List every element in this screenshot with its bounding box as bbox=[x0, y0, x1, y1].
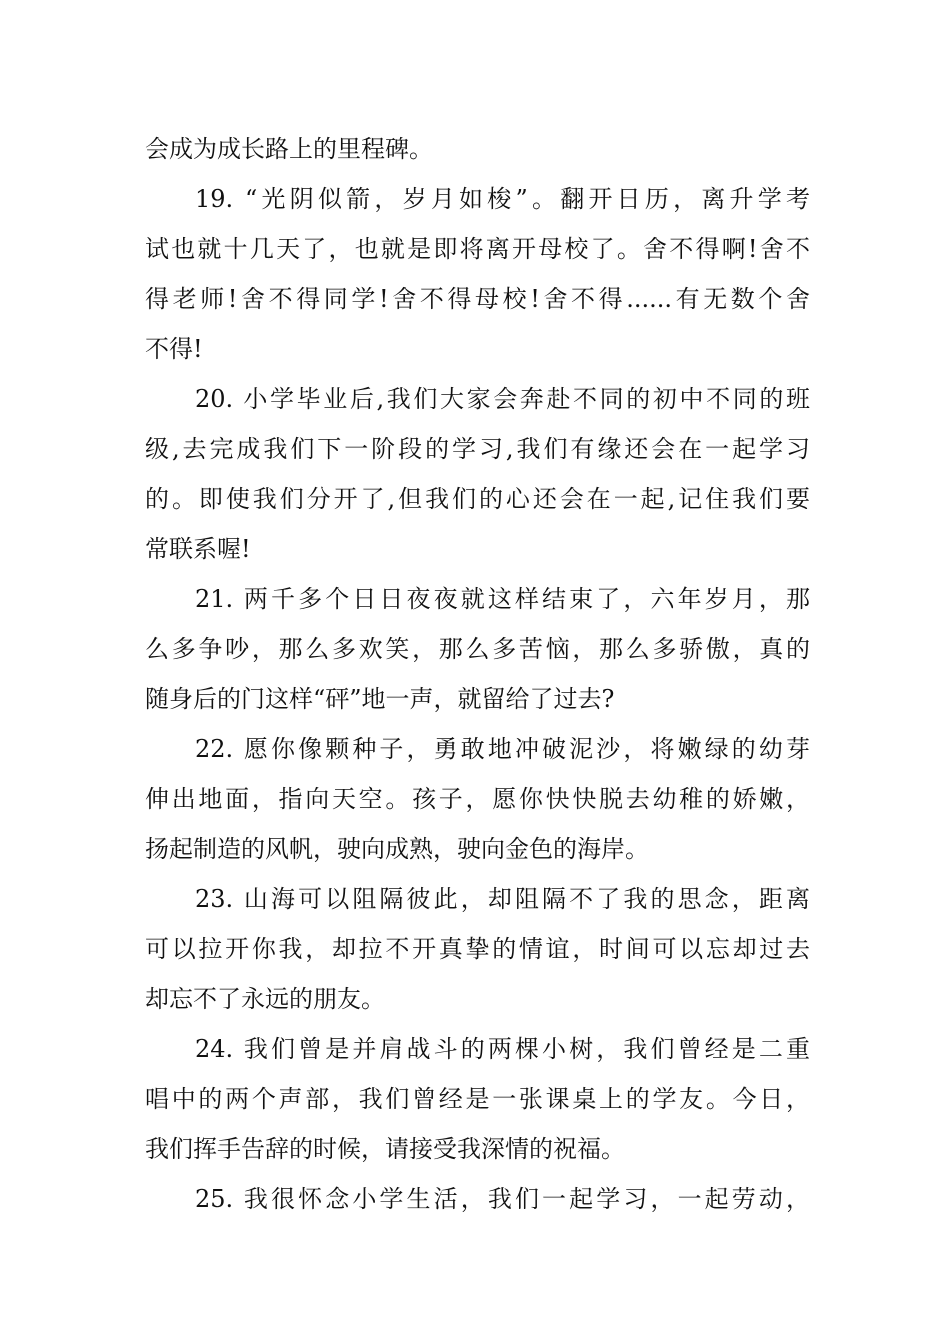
item-23-line-2: 可以拉开你我，却拉不开真挚的情谊，时间可以忘却过去 bbox=[145, 935, 810, 963]
item-19-line-3: 得老师!舍不得同学!舍不得母校!舍不得......有无数个舍 bbox=[145, 285, 810, 313]
item-21-line-3: 随身后的门这样“砰”地一声，就留给了过去? bbox=[145, 685, 615, 713]
item-20-line-4: 常联系喔! bbox=[145, 535, 251, 563]
item-22-line-2: 伸出地面，指向天空。孩子，愿你快快脱去幼稚的娇嫩， bbox=[145, 785, 810, 813]
item-25-line-1: 25. 我很怀念小学生活，我们一起学习，一起劳动， bbox=[195, 1185, 810, 1213]
item-19-line-4: 不得! bbox=[145, 335, 203, 363]
item-20-line-1: 20. 小学毕业后,我们大家会奔赴不同的初中不同的班 bbox=[195, 385, 810, 413]
item-23-line-1: 23. 山海可以阻隔彼此，却阻隔不了我的思念，距离 bbox=[195, 885, 810, 913]
item-21-line-2: 么多争吵，那么多欢笑，那么多苦恼，那么多骄傲，真的 bbox=[145, 635, 810, 663]
item-24-line-1: 24. 我们曾是并肩战斗的两棵小树，我们曾经是二重 bbox=[195, 1035, 810, 1063]
text-line-continuation-18: 会成为成长路上的里程碑。 bbox=[145, 135, 433, 163]
item-21-line-1: 21. 两千多个日日夜夜就这样结束了，六年岁月，那 bbox=[195, 585, 810, 613]
item-23-line-3: 却忘不了永远的朋友。 bbox=[145, 985, 385, 1013]
item-22-line-1: 22. 愿你像颗种子，勇敢地冲破泥沙，将嫩绿的幼芽 bbox=[195, 735, 810, 763]
item-20-line-3: 的。即使我们分开了,但我们的心还会在一起,记住我们要 bbox=[145, 485, 810, 513]
item-19-line-1: 19. “光阴似箭，岁月如梭”。翻开日历，离升学考 bbox=[195, 185, 810, 213]
item-24-line-2: 唱中的两个声部，我们曾经是一张课桌上的学友。今日， bbox=[145, 1085, 810, 1113]
item-19-line-2: 试也就十几天了，也就是即将离开母校了。舍不得啊!舍不 bbox=[145, 235, 810, 263]
item-20-line-2: 级,去完成我们下一阶段的学习,我们有缘还会在一起学习 bbox=[145, 435, 810, 463]
item-24-line-3: 我们挥手告辞的时候，请接受我深情的祝福。 bbox=[145, 1135, 625, 1163]
item-22-line-3: 扬起制造的风帆，驶向成熟，驶向金色的海岸。 bbox=[145, 835, 649, 863]
